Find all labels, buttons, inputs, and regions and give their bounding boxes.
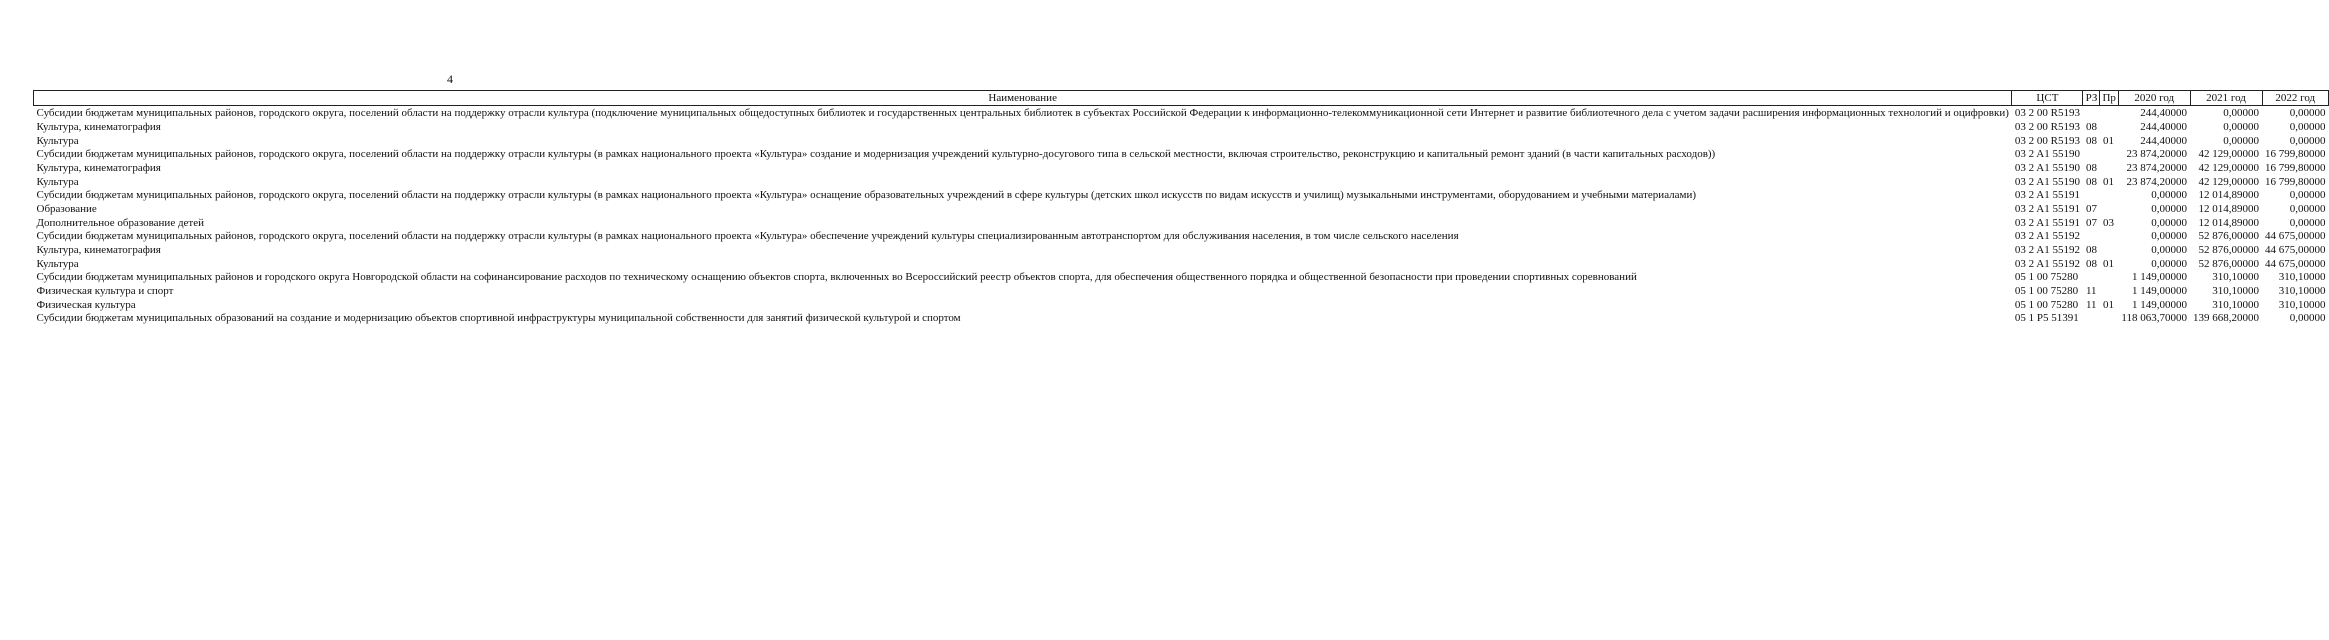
cell-y2022: 0,00000 (2289, 121, 2326, 133)
cell-pr (2100, 160, 2118, 174)
cell-y2021: 0,00000 (2223, 107, 2260, 119)
cell-pr: 01 (2102, 299, 2114, 311)
cell-y2021: 0,00000 (2223, 135, 2260, 147)
cell-y2021: 12 014,89000 (2198, 217, 2260, 229)
cell-rz: 08 (2085, 162, 2097, 174)
cell-name: Физическая культура (36, 299, 136, 311)
cell-name: Культура (36, 258, 79, 270)
cell-cst: 03 2 A1 55191 (2014, 217, 2080, 229)
cell-y2022: 310,10000 (2278, 285, 2326, 297)
header-2020: 2020 год (2118, 91, 2190, 106)
cell-y2021: 42 129,00000 (2198, 162, 2260, 174)
cell-name: Дополнительное образование детей (36, 217, 205, 229)
cell-y2020: 1 149,00000 (2132, 299, 2188, 311)
budget-table (33, 90, 2329, 324)
table-row (34, 283, 2329, 297)
cell-y2021: 12 014,89000 (2198, 189, 2260, 201)
cell-y2021: 52 876,00000 (2198, 230, 2260, 242)
cell-name: Культура, кинематография (36, 121, 161, 133)
cell-pr (2100, 201, 2118, 215)
cell-name: Культура, кинематография (36, 244, 161, 256)
cell-y2020: 0,00000 (2151, 258, 2188, 270)
cell-y2020: 1 149,00000 (2132, 271, 2188, 283)
cell-rz: 08 (2085, 176, 2097, 188)
cell-name: Культура (36, 176, 79, 188)
cell-y2020: 1 149,00000 (2132, 285, 2188, 297)
cell-y2021: 0,00000 (2223, 121, 2260, 133)
table-row (34, 242, 2329, 256)
cell-y2022: 0,00000 (2289, 107, 2326, 119)
cell-y2020: 244,40000 (2140, 107, 2188, 119)
table-row (34, 106, 2329, 120)
table-row (34, 160, 2329, 174)
cell-pr (2100, 283, 2118, 297)
cell-cst: 03 2 A1 55190 (2014, 148, 2080, 160)
cell-rz (2083, 147, 2100, 160)
cell-y2021: 310,10000 (2212, 271, 2260, 283)
cell-name: Образование (36, 203, 97, 215)
cell-pr: 01 (2102, 135, 2114, 147)
cell-cst: 03 2 A1 55192 (2014, 244, 2080, 256)
header-cst: ЦСТ (2012, 91, 2083, 106)
cell-y2020: 0,00000 (2151, 217, 2188, 229)
cell-rz: 11 (2085, 285, 2097, 297)
header-2021: 2021 год (2190, 91, 2262, 106)
table-row (34, 229, 2329, 242)
cell-y2022: 44 675,00000 (2265, 244, 2326, 256)
cell-rz: 08 (2085, 244, 2097, 256)
cell-cst: 03 2 A1 55190 (2014, 176, 2080, 188)
cell-name: Физическая культура и спорт (36, 285, 174, 297)
cell-y2022: 0,00000 (2289, 135, 2326, 147)
cell-pr (2100, 147, 2118, 160)
cell-y2021: 310,10000 (2212, 299, 2260, 311)
cell-rz: 08 (2085, 258, 2097, 270)
cell-pr: 03 (2102, 217, 2114, 229)
table-row (34, 201, 2329, 215)
cell-pr: 01 (2102, 176, 2114, 188)
cell-name: Субсидии бюджетам муниципальных районов, городского округа, поселений области на поддержку отрасли культура (подключение муниципальных общедоступных библиотек и государственных центральных библиотек в субъектах Российской Федерации к информационно-телекоммуникационной сети Интернет и развитие библиотечного дела с учетом задачи расширения информационных технологий и оцифровки) (36, 107, 2009, 119)
cell-rz: 07 (2085, 203, 2097, 215)
table-row (34, 215, 2329, 229)
cell-y2022: 16 799,80000 (2265, 176, 2326, 188)
table-row (34, 270, 2329, 283)
table-row (34, 119, 2329, 133)
cell-cst: 03 2 00 R5193 (2014, 107, 2080, 119)
cell-name: Субсидии бюджетам муниципальных районов, городского округа, поселений области на поддержку отрасли культуры (в рамках национального проекта «Культура» создание и модернизация учреждений культурно-досугового типа в сельской местности, включая строительство, реконструкцию и капитальный ремонт зданий (в части капитальных расходов)) (36, 148, 1716, 160)
header-pr: Пр (2100, 91, 2118, 106)
cell-pr (2100, 242, 2118, 256)
table-row (34, 297, 2329, 311)
cell-y2022: 0,00000 (2289, 312, 2326, 324)
table-body (34, 106, 2329, 325)
cell-rz: 07 (2085, 217, 2097, 229)
cell-rz (2083, 229, 2100, 242)
cell-rz: 11 (2085, 299, 2097, 311)
cell-y2021: 42 129,00000 (2198, 176, 2260, 188)
cell-y2021: 139 668,20000 (2193, 312, 2260, 324)
cell-cst: 03 2 A1 55191 (2014, 203, 2080, 215)
cell-y2020: 23 874,20000 (2126, 162, 2188, 174)
cell-rz: 08 (2085, 135, 2097, 147)
cell-cst: 05 1 00 75280 (2014, 299, 2079, 311)
cell-cst: 03 2 00 R5193 (2014, 121, 2080, 133)
page-number: 4 (447, 72, 453, 86)
cell-pr: 01 (2102, 258, 2114, 270)
cell-cst: 03 2 A1 55192 (2014, 258, 2080, 270)
cell-y2022: 310,10000 (2278, 271, 2326, 283)
table-row (34, 311, 2329, 324)
cell-cst: 05 1 00 75280 (2014, 285, 2079, 297)
table-row (34, 174, 2329, 188)
cell-pr (2100, 311, 2118, 324)
cell-y2020: 0,00000 (2151, 244, 2188, 256)
cell-y2020: 23 874,20000 (2126, 176, 2188, 188)
cell-y2022: 44 675,00000 (2265, 230, 2326, 242)
cell-name: Субсидии бюджетам муниципальных районов, городского округа, поселений области на поддержку отрасли культуры (в рамках национального проекта «Культура» оснащение образовательных учреждений в сфере культуры (детских школ искусств по видам искусств и училищ) музыкальными инструментами, оборудованием и учебными материалами) (36, 189, 1697, 201)
cell-name: Субсидии бюджетам муниципальных образований на создание и модернизацию объектов спортивной инфраструктуры муниципальной собственности для занятий физической культурой и спортом (36, 312, 961, 324)
table-header-row (34, 91, 2329, 106)
cell-y2022: 310,10000 (2278, 299, 2326, 311)
cell-y2020: 0,00000 (2151, 203, 2188, 215)
cell-name: Субсидии бюджетам муниципальных районов и городского округа Новгородской области на софинансирование расходов по техническому оснащению объектов спорта, включенных во Всероссийский реестр объектов спорта, для обеспечения общественного порядка и общественной безопасности при проведении спортивных соревнований (36, 271, 1637, 283)
cell-y2022: 0,00000 (2289, 189, 2326, 201)
cell-cst: 03 2 A1 55192 (2014, 230, 2080, 242)
cell-y2022: 44 675,00000 (2265, 258, 2326, 270)
table-row (34, 147, 2329, 160)
cell-rz (2083, 188, 2100, 201)
cell-rz (2083, 311, 2100, 324)
cell-y2022: 0,00000 (2289, 203, 2326, 215)
cell-y2021: 52 876,00000 (2198, 258, 2260, 270)
cell-y2022: 16 799,80000 (2265, 162, 2326, 174)
cell-pr (2100, 119, 2118, 133)
cell-pr (2100, 229, 2118, 242)
cell-pr (2100, 270, 2118, 283)
cell-y2021: 52 876,00000 (2198, 244, 2260, 256)
header-name: Наименование (34, 91, 2012, 106)
cell-cst: 03 2 A1 55191 (2014, 189, 2080, 201)
cell-y2020: 0,00000 (2151, 230, 2188, 242)
cell-name: Субсидии бюджетам муниципальных районов, городского округа, поселений области на поддержку отрасли культуры (в рамках национального проекта «Культура» обеспечение учреждений культуры специализированным автотранспортом для обслуживания населения, в том числе сельского населения (36, 230, 1459, 242)
cell-y2020: 244,40000 (2140, 121, 2188, 133)
cell-y2020: 0,00000 (2151, 189, 2188, 201)
cell-y2022: 16 799,80000 (2265, 148, 2326, 160)
cell-y2020: 244,40000 (2140, 135, 2188, 147)
cell-cst: 05 1 P5 51391 (2014, 312, 2079, 324)
cell-y2020: 23 874,20000 (2126, 148, 2188, 160)
cell-cst: 03 2 A1 55190 (2014, 162, 2080, 174)
header-rz: РЗ (2083, 91, 2100, 106)
cell-rz (2083, 270, 2100, 283)
cell-y2022: 0,00000 (2289, 217, 2326, 229)
cell-rz: 08 (2085, 121, 2097, 133)
table-row (34, 133, 2329, 147)
cell-pr (2100, 106, 2118, 120)
cell-y2021: 310,10000 (2212, 285, 2260, 297)
cell-name: Культура (36, 135, 79, 147)
cell-cst: 05 1 00 75280 (2014, 271, 2079, 283)
cell-y2021: 12 014,89000 (2198, 203, 2260, 215)
cell-rz (2083, 106, 2100, 120)
table-row (34, 188, 2329, 201)
cell-y2020: 118 063,70000 (2121, 312, 2188, 324)
header-2022: 2022 год (2262, 91, 2329, 106)
table-row (34, 256, 2329, 270)
cell-cst: 03 2 00 R5193 (2014, 135, 2080, 147)
cell-name: Культура, кинематография (36, 162, 161, 174)
cell-pr (2100, 188, 2118, 201)
cell-y2021: 42 129,00000 (2198, 148, 2260, 160)
